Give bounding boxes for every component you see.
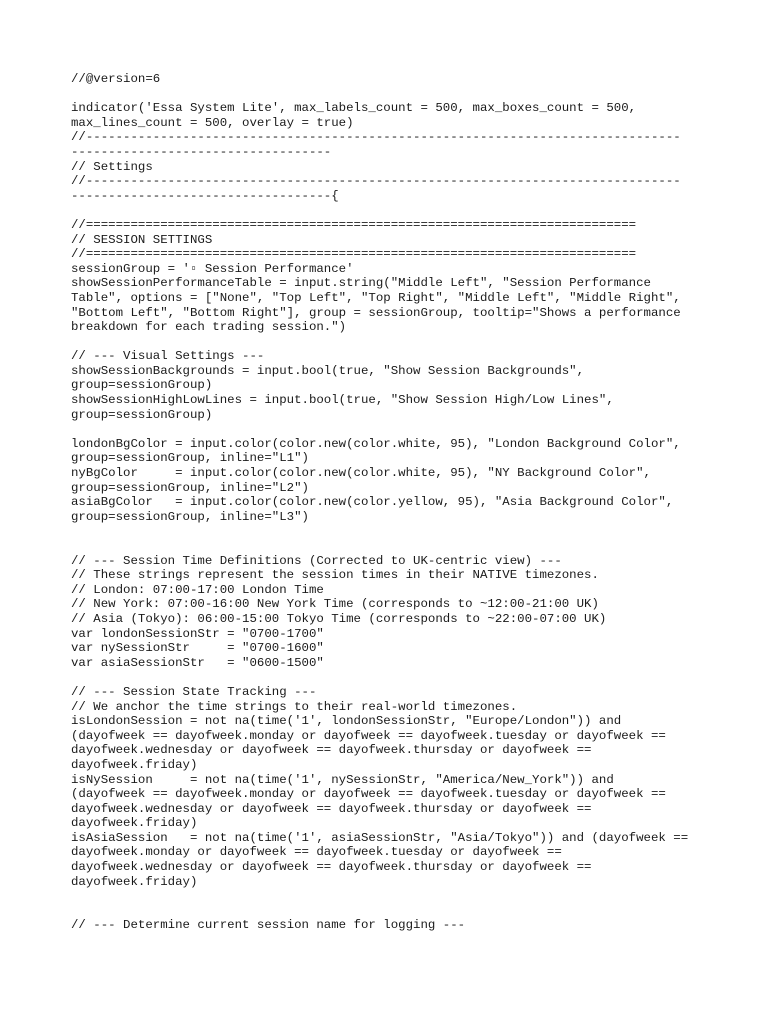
- blank-line: [71, 422, 711, 437]
- code-line: dayofweek.friday): [71, 874, 198, 889]
- code-line: group=sessionGroup, inline="L1"): [71, 451, 309, 466]
- blank-line: [71, 670, 711, 685]
- code-line: dayofweek.wednesday or dayofweek == dayofweek.thursday or dayofweek ==: [71, 860, 592, 875]
- code-line: // London: 07:00-17:00 London Time: [71, 582, 324, 597]
- code-line: //--------------------------------------------------------------------------------: [71, 130, 681, 145]
- code-line: Table", options = ["None", "Top Left", "Top Right", "Middle Left", "Middle Right",: [71, 290, 681, 305]
- code-line: isNySession = not na(time('1', nySessionStr, "America/New_York")) and: [71, 772, 614, 787]
- code-line: dayofweek.friday): [71, 757, 198, 772]
- code-line: (dayofweek == dayofweek.monday or dayofweek == dayofweek.tuesday or dayofweek ==: [71, 728, 666, 743]
- code-line: londonBgColor = input.color(color.new(color.white, 95), "London Background Color",: [71, 436, 681, 451]
- code-line: dayofweek.monday or dayofweek == dayofweek.tuesday or dayofweek ==: [71, 845, 562, 860]
- code-line: max_lines_count = 500, overlay = true): [71, 115, 354, 130]
- blank-line: [71, 87, 711, 102]
- blank-line: [71, 889, 711, 904]
- code-line: //@version=6: [71, 72, 161, 86]
- code-line: indicator('Essa System Lite', max_labels_count = 500, max_boxes_count = 500,: [71, 101, 637, 116]
- blank-line: [71, 524, 711, 539]
- code-line: dayofweek.wednesday or dayofweek == dayofweek.thursday or dayofweek ==: [71, 801, 592, 816]
- code-line: //==========================================================================: [71, 247, 637, 262]
- code-line: group=sessionGroup, inline="L2"): [71, 480, 309, 495]
- code-line: -----------------------------------: [71, 144, 332, 159]
- blank-line: [71, 203, 711, 218]
- code-line: group=sessionGroup): [71, 407, 213, 422]
- code-line: "Bottom Left", "Bottom Right"], group = sessionGroup, tooltip="Shows a performance: [71, 305, 681, 320]
- code-line: showSessionHighLowLines = input.bool(true, "Show Session High/Low Lines",: [71, 393, 614, 408]
- code-document: [71, 72, 711, 933]
- code-line: sessionGroup = '▫ Session Performance': [71, 261, 354, 276]
- code-line: //==========================================================================: [71, 217, 637, 232]
- code-line: // New York: 07:00-16:00 New York Time (corresponds to ~12:00-21:00 UK): [71, 597, 599, 612]
- code-line: // These strings represent the session times in their NATIVE timezones.: [71, 568, 599, 583]
- code-line: // --- Visual Settings ---: [71, 349, 265, 364]
- code-line: // We anchor the time strings to their real-world timezones.: [71, 699, 518, 714]
- blank-line: [71, 539, 711, 554]
- blank-line: [71, 335, 711, 350]
- code-line: asiaBgColor = input.color(color.new(color.yellow, 95), "Asia Background Color",: [71, 495, 674, 510]
- code-line: -----------------------------------{: [71, 188, 339, 203]
- code-line: isAsiaSession = not na(time('1', asiaSessionStr, "Asia/Tokyo")) and (dayofweek ==: [71, 830, 689, 845]
- code-line: var nySessionStr = "0700-1600": [71, 641, 324, 656]
- code-line: dayofweek.friday): [71, 816, 198, 831]
- code-line: // Asia (Tokyo): 06:00-15:00 Tokyo Time (corresponds to ~22:00-07:00 UK): [71, 611, 607, 626]
- code-line: group=sessionGroup): [71, 378, 213, 393]
- code-line: isLondonSession = not na(time('1', londonSessionStr, "Europe/London")) and: [71, 714, 622, 729]
- code-line: //--------------------------------------------------------------------------------: [71, 174, 681, 189]
- code-line: showSessionBackgrounds = input.bool(true, "Show Session Backgrounds",: [71, 363, 585, 378]
- code-line: // --- Determine current session name for logging ---: [71, 918, 466, 933]
- code-line: // --- Session Time Definitions (Corrected to UK-centric view) ---: [71, 553, 562, 568]
- code-line: dayofweek.wednesday or dayofweek == dayofweek.thursday or dayofweek ==: [71, 743, 592, 758]
- blank-line: [71, 904, 711, 919]
- code-line: var londonSessionStr = "0700-1700": [71, 626, 324, 641]
- code-line: breakdown for each trading session."): [71, 320, 347, 335]
- code-line: (dayofweek == dayofweek.monday or dayofweek == dayofweek.tuesday or dayofweek ==: [71, 787, 666, 802]
- code-line: // --- Session State Tracking ---: [71, 684, 317, 699]
- code-line: // Settings: [71, 159, 153, 174]
- code-line: var asiaSessionStr = "0600-1500": [71, 655, 324, 670]
- code-line: nyBgColor = input.color(color.new(color.white, 95), "NY Background Color",: [71, 466, 651, 481]
- code-line: group=sessionGroup, inline="L3"): [71, 509, 309, 524]
- code-line: // SESSION SETTINGS: [71, 232, 213, 247]
- code-line: showSessionPerformanceTable = input.string("Middle Left", "Session Performance: [71, 276, 651, 291]
